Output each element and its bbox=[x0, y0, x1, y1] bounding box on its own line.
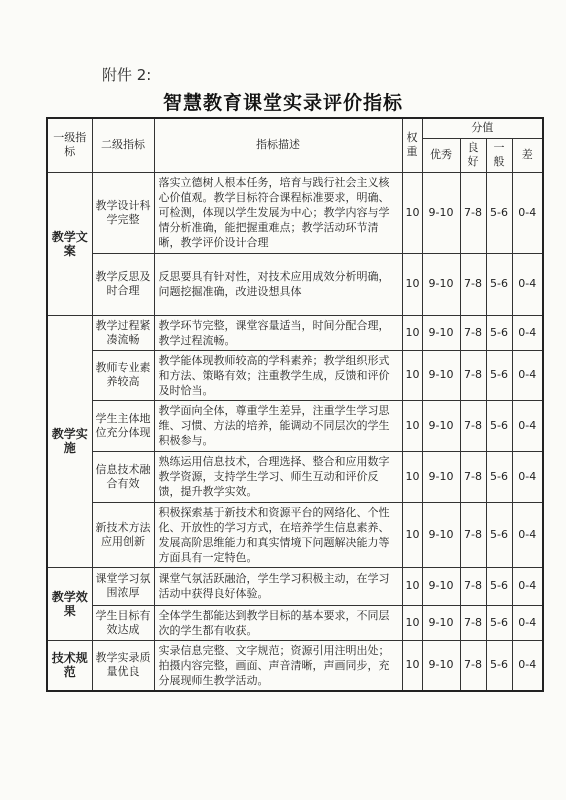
header-average: 一般 bbox=[486, 138, 512, 172]
header-score: 分值 bbox=[422, 118, 543, 138]
weight-cell: 10 bbox=[402, 253, 422, 315]
table-row bbox=[47, 605, 543, 640]
indicator-description: 教学能体现教师较高的学科素养；教学组织形式和方法、策略有效；注重教学生成，反馈和评价及时恰当。 bbox=[154, 350, 402, 400]
level2-indicator: 课堂学习氛围浓厚 bbox=[92, 567, 154, 605]
score-average: 5-6 bbox=[486, 502, 512, 567]
header-poor: 差 bbox=[512, 138, 543, 172]
header-description: 指标描述 bbox=[154, 118, 402, 172]
weight-cell: 10 bbox=[402, 640, 422, 691]
score-poor: 0-4 bbox=[512, 605, 543, 640]
score-excellent: 9-10 bbox=[422, 567, 460, 605]
level1-indicator: 教学效果 bbox=[47, 567, 92, 640]
score-excellent: 9-10 bbox=[422, 451, 460, 502]
score-poor: 0-4 bbox=[512, 253, 543, 315]
score-average: 5-6 bbox=[486, 172, 512, 253]
level2-indicator: 学生目标有效达成 bbox=[92, 605, 154, 640]
indicator-description: 教学面向全体，尊重学生差异，注重学生学习思维、习惯、方法的培养，能调动不同层次的学生积极参与。 bbox=[154, 400, 402, 451]
weight-cell: 10 bbox=[402, 502, 422, 567]
weight-cell: 10 bbox=[402, 172, 422, 253]
score-excellent: 9-10 bbox=[422, 172, 460, 253]
table-row bbox=[47, 253, 543, 315]
table-row bbox=[47, 400, 543, 451]
weight-cell: 10 bbox=[402, 451, 422, 502]
evaluation-table bbox=[46, 117, 544, 692]
indicator-description: 教学环节完整，课堂容量适当，时间分配合理，教学过程流畅。 bbox=[154, 315, 402, 350]
table-body bbox=[47, 172, 543, 691]
level2-indicator: 教师专业素养较高 bbox=[92, 350, 154, 400]
indicator-description: 落实立德树人根本任务，培育与践行社会主义核心价值观。教学目标符合课程标准要求，明确、可检测，体现以学生发展为中心；教学内容与学情分析准确，能把握重难点；教学活动环节清晰，教学评价设计合理 bbox=[154, 172, 402, 253]
score-poor: 0-4 bbox=[512, 400, 543, 451]
score-average: 5-6 bbox=[486, 605, 512, 640]
score-good: 7-8 bbox=[460, 400, 486, 451]
score-poor: 0-4 bbox=[512, 640, 543, 691]
indicator-description: 实录信息完整、文字规范；资源引用注明出处；拍摄内容完整，画面、声音清晰，声画同步，充分展现师生教学活动。 bbox=[154, 640, 402, 691]
table-row bbox=[47, 502, 543, 567]
level2-indicator: 学生主体地位充分体现 bbox=[92, 400, 154, 451]
weight-cell: 10 bbox=[402, 350, 422, 400]
level2-indicator: 教学设计科学完整 bbox=[92, 172, 154, 253]
score-good: 7-8 bbox=[460, 567, 486, 605]
score-average: 5-6 bbox=[486, 451, 512, 502]
score-excellent: 9-10 bbox=[422, 400, 460, 451]
table-row bbox=[47, 172, 543, 253]
score-average: 5-6 bbox=[486, 567, 512, 605]
header-level2: 二级指标 bbox=[92, 118, 154, 172]
level2-indicator: 教学反思及时合理 bbox=[92, 253, 154, 315]
score-good: 7-8 bbox=[460, 172, 486, 253]
weight-cell: 10 bbox=[402, 315, 422, 350]
indicator-description: 积极探索基于新技术和资源平台的网络化、个性化、开放性的学习方式，在培养学生信息素养、发展高阶思维能力和真实情境下问题解决能力等方面具有一定特色。 bbox=[154, 502, 402, 567]
score-good: 7-8 bbox=[460, 315, 486, 350]
level2-indicator: 教学实录质量优良 bbox=[92, 640, 154, 691]
level2-indicator: 信息技术融合有效 bbox=[92, 451, 154, 502]
indicator-description: 熟练运用信息技术，合理选择、整合和应用数字教学资源，支持学生学习、师生互动和评价反馈，提升教学实效。 bbox=[154, 451, 402, 502]
indicator-description: 课堂气氛活跃融洽，学生学习积极主动，在学习活动中获得良好体验。 bbox=[154, 567, 402, 605]
score-poor: 0-4 bbox=[512, 567, 543, 605]
score-good: 7-8 bbox=[460, 502, 486, 567]
score-poor: 0-4 bbox=[512, 451, 543, 502]
score-average: 5-6 bbox=[486, 315, 512, 350]
score-good: 7-8 bbox=[460, 350, 486, 400]
weight-cell: 10 bbox=[402, 605, 422, 640]
score-poor: 0-4 bbox=[512, 502, 543, 567]
indicator-description: 全体学生都能达到教学目标的基本要求，不同层次的学生都有收获。 bbox=[154, 605, 402, 640]
header-excellent: 优秀 bbox=[422, 138, 460, 172]
level2-indicator: 新技术方法应用创新 bbox=[92, 502, 154, 567]
document-title: 智慧教育课堂实录评价指标 bbox=[162, 92, 403, 114]
table-row bbox=[47, 350, 543, 400]
table-row bbox=[47, 567, 543, 605]
score-excellent: 9-10 bbox=[422, 253, 460, 315]
score-good: 7-8 bbox=[460, 640, 486, 691]
score-poor: 0-4 bbox=[512, 172, 543, 253]
level1-indicator: 教学文案 bbox=[47, 172, 92, 315]
score-poor: 0-4 bbox=[512, 315, 543, 350]
table-row bbox=[47, 315, 543, 350]
score-excellent: 9-10 bbox=[422, 640, 460, 691]
score-average: 5-6 bbox=[486, 253, 512, 315]
level1-indicator: 教学实施 bbox=[47, 315, 92, 567]
score-excellent: 9-10 bbox=[422, 350, 460, 400]
score-excellent: 9-10 bbox=[422, 502, 460, 567]
header-good: 良好 bbox=[460, 138, 486, 172]
header-weight: 权重 bbox=[402, 118, 422, 172]
table-row bbox=[47, 640, 543, 691]
attachment-label: 附件 2: bbox=[102, 66, 152, 84]
score-excellent: 9-10 bbox=[422, 605, 460, 640]
score-excellent: 9-10 bbox=[422, 315, 460, 350]
weight-cell: 10 bbox=[402, 400, 422, 451]
score-average: 5-6 bbox=[486, 640, 512, 691]
score-poor: 0-4 bbox=[512, 350, 543, 400]
level1-indicator: 技术规范 bbox=[47, 640, 92, 691]
score-average: 5-6 bbox=[486, 400, 512, 451]
table-row bbox=[47, 451, 543, 502]
score-good: 7-8 bbox=[460, 253, 486, 315]
level2-indicator: 教学过程紧凑流畅 bbox=[92, 315, 154, 350]
score-good: 7-8 bbox=[460, 605, 486, 640]
score-good: 7-8 bbox=[460, 451, 486, 502]
score-average: 5-6 bbox=[486, 350, 512, 400]
weight-cell: 10 bbox=[402, 567, 422, 605]
header-level1: 一级指标 bbox=[47, 118, 92, 172]
indicator-description: 反思要具有针对性，对技术应用成效分析明确，问题挖掘准确，改进设想具体 bbox=[154, 253, 402, 315]
